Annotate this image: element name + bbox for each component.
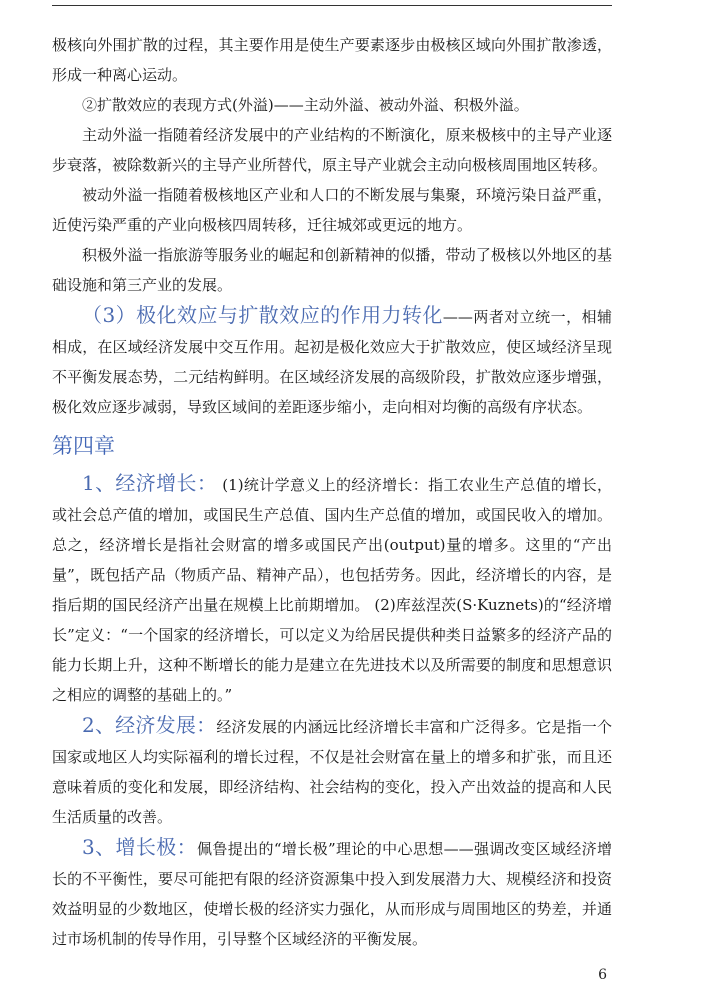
- section-economic-growth: [52, 468, 612, 710]
- paragraph-positive-spillover: 积极外溢一指旅游等服务业的崛起和创新精神的似播，带动了极核以外地区的基础设施和第三产业的发展。: [52, 246, 612, 294]
- paragraph-active-spillover: 主动外溢一指随着经济发展中的产业结构的不断演化，原来极核中的主导产业逐步衰落，被除数新兴的主导产业所替代，原主导产业就会主动向极核周围地区转移。: [52, 126, 612, 174]
- section-heading-economic-growth: 1、经济增长：: [82, 471, 218, 495]
- section-heading-economic-development: 2、经济发展：: [82, 713, 217, 737]
- section-body-growth-pole: 佩鲁提出的“增长极”理论的中心思想——强调改变区域经济增长的不平衡性，要尽可能把有限的经济资源集中投入到发展潜力大、规模经济和投资效益明显的少数地区，使增长极的经济实力强化，从而形成与周围地区的势差，并通过市场机制的传导作用，引导整个区域经济的平衡发展。: [52, 840, 612, 948]
- header-rule: [52, 5, 612, 6]
- section-body-economic-growth: (1)统计学意义上的经济增长：指工农业生产总值的增长，或社会总产值的增加，或国民生产总值、国内生产总值的增加，或国民收入的增加。总之，经济增长是指社会财富的增多或国民产出(output)量的增多。这里的“产出量”，既包括产品（物质产品、精神产品），也包括劳务。因此，经济增长的内容，是指后期的国民经济产出量在规模上比前期增加。 (2)库兹涅茨(S·Kuznets)的“经济增长”定义：“一个国家的经济增长，可以定义为给居民提供种类日益繁多的经济产品的能力长期上升，这种不断增长的能力是建立在先进技术以及所需要的制度和思想意识之相应的调整的基础上的。”: [52, 476, 612, 704]
- section-economic-development: [52, 710, 612, 832]
- paragraph-diffusion-process: 极核向外围扩散的过程，其主要作用是使生产要素逐步由极核区域向外围扩散渗透，形成一种离心运动。: [52, 36, 612, 84]
- page-number: 6: [598, 967, 607, 983]
- section-heading-effect-conversion: （3）极化效应与扩散效应的作用力转化: [82, 303, 443, 327]
- paragraph-spillover-types: ②扩散效应的表现方式(外溢)——主动外溢、被动外溢、积极外溢。: [82, 96, 529, 114]
- section-body-effect-conversion: ——两者对立统一，相辅相成，在区域经济发展中交互作用。起初是极化效应大于扩散效应，使区域经济呈现不平衡发展态势，二元结构鲜明。在区域经济发展的高级阶段，扩散效应逐步增强，极化效应逐步减弱，导致区域间的差距逐步缩小，走向相对均衡的高级有序状态。: [52, 308, 612, 416]
- section-heading-growth-pole: 3、增长极：: [82, 835, 197, 859]
- document-body: [52, 30, 612, 954]
- section-growth-pole: [52, 832, 612, 954]
- section-body-economic-development: 经济发展的内涵远比经济增长丰富和广泛得多。它是指一个国家或地区人均实际福利的增长过程，不仅是社会财富在量上的增多和扩张，而且还意味着质的变化和发展，即经济结构、社会结构的变化，投入产出效益的提高和人民生活质量的改善。: [52, 718, 612, 826]
- section-effect-conversion: [52, 300, 612, 422]
- paragraph-passive-spillover: 被动外溢一指随着极核地区产业和人口的不断发展与集聚，环境污染日益严重，近使污染严重的产业向极核四周转移，迁往城郊或更远的地方。: [52, 186, 612, 234]
- chapter-title: 第四章: [52, 434, 115, 458]
